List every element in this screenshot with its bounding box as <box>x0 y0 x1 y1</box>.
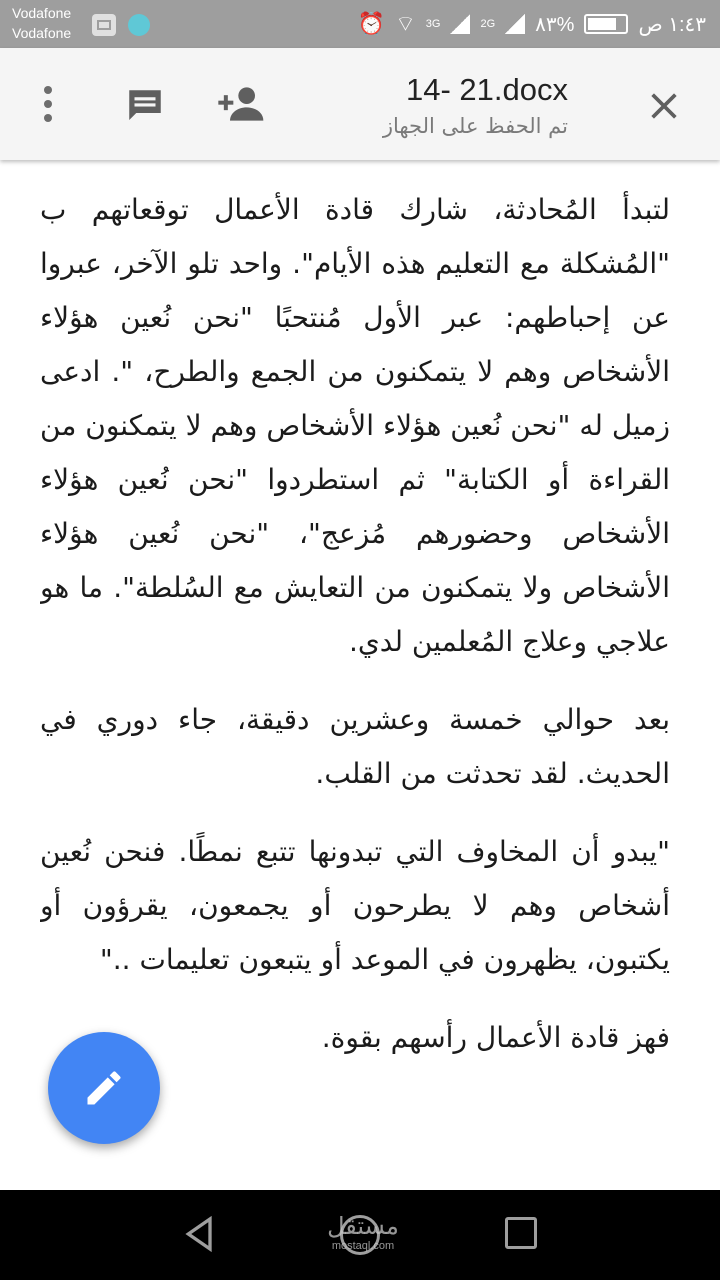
edit-button[interactable] <box>48 1032 160 1144</box>
app-icon <box>128 14 150 36</box>
close-icon[interactable] <box>644 86 684 126</box>
watermark-text: مستقل <box>327 1212 399 1240</box>
paragraph: بعد حوالي خمسة وعشرين دقيقة، جاء دوري في الحديث. لقد تحدثت من القلب. <box>40 703 670 790</box>
back-icon[interactable] <box>180 1214 220 1258</box>
battery-icon <box>584 14 628 34</box>
edit-pencil-icon <box>82 1066 126 1110</box>
paragraph: فهز قادة الأعمال رأسهم بقوة. <box>321 1021 670 1054</box>
clock: ١:٤٣ ص <box>638 13 706 36</box>
carrier-label-secondary: Vodafone <box>12 25 72 41</box>
app-bar <box>0 48 720 160</box>
document-body[interactable] <box>40 183 670 1190</box>
watermark-sub: mostaql.com <box>331 1240 395 1252</box>
alarm-icon: ⏰ <box>357 11 386 36</box>
status-bar <box>0 0 720 48</box>
person-add-icon[interactable] <box>214 84 266 124</box>
more-vert-icon[interactable] <box>28 82 68 126</box>
comment-icon[interactable] <box>122 84 168 128</box>
battery-percent: %٨٣ <box>535 13 575 36</box>
save-status: تم الحفظ على الجهاز <box>382 114 568 138</box>
wifi-icon: ⌔ <box>395 11 416 36</box>
network-type-1: 3G <box>425 18 441 30</box>
paragraph: لتبدأ المُحادثة، شارك قادة الأعمال توقعاتهم ب "المُشكلة مع التعليم هذه الأيام". واحد تلو الآخر، عبروا عن إحباطهم: عبر الأول مُنتحبًا "نحن نُعين هؤلاء الأشخاص وهم لا يتمكنون من الجمع والطرح، ". ادعى زميل له "نحن نُعين هؤلاء الأشخاص وهم لا يتمكنون من القراءة أو الكتابة" ثم استطردوا "نحن نُعين هؤلاء الأشخاص وحضورهم مُزعج"، "نحن نُعين هؤلاء الأشخاص ولا يتمكنون من التعايش مع السُلطة". ما هو علاجي وعلاج المُعلمين لدي. <box>40 193 670 658</box>
watermark <box>318 1212 408 1252</box>
status-indicators <box>358 0 706 48</box>
paragraph: "يبدو أن المخاوف التي تبدونها تتبع نمطًا. فنحن نُعين أشخاص وهم لا يطرحون أو يجمعون، يقرؤون أو يكتبون، يظهرون في الموعد أو يتبعون تعليمات .." <box>40 835 670 976</box>
signal-icon <box>450 14 470 34</box>
system-nav-bar <box>0 1190 720 1280</box>
network-type-2: 2G <box>480 18 496 30</box>
carrier-label: Vodafone <box>12 5 72 21</box>
gallery-icon <box>92 14 116 36</box>
signal-icon-2 <box>505 14 525 34</box>
document-title: 14- 21.docx <box>406 72 568 107</box>
recents-icon[interactable] <box>505 1217 537 1249</box>
